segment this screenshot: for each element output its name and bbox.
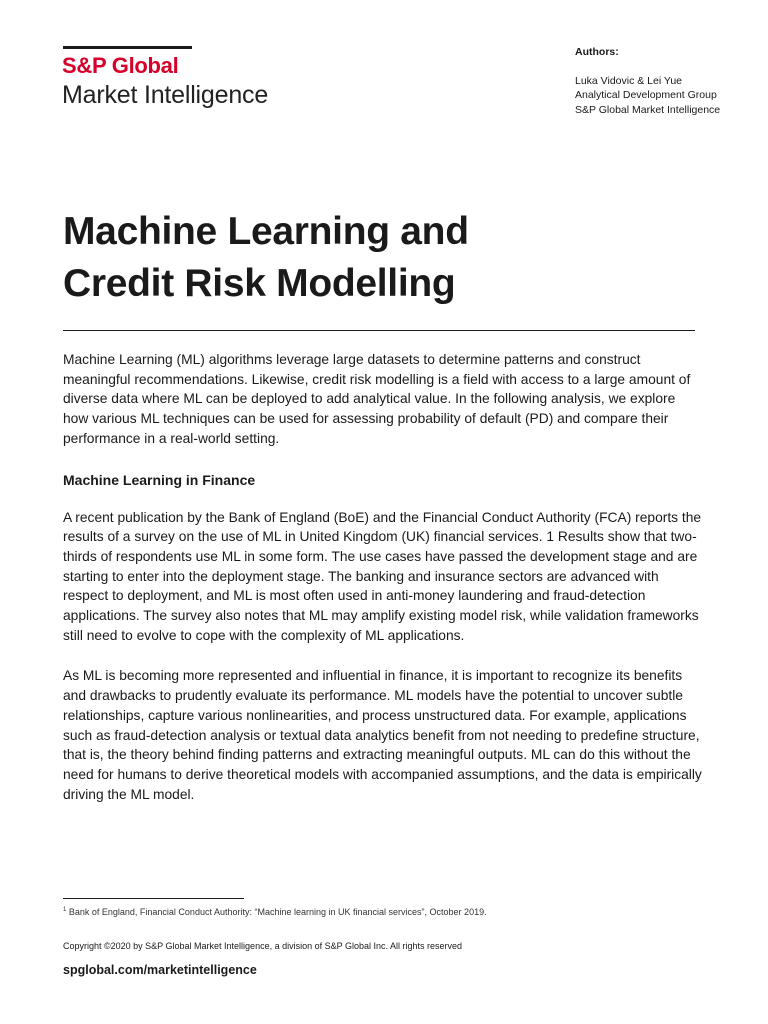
brand-logo: S&P Global bbox=[62, 53, 179, 78]
title-line-2: Credit Risk Modelling bbox=[63, 262, 456, 305]
main-content bbox=[63, 350, 703, 825]
brand-subtitle: Market Intelligence bbox=[62, 81, 269, 109]
footnote-text: Bank of England, Financial Conduct Authority: “Machine learning in UK financial services”, October 2019. bbox=[68, 907, 487, 917]
section-paragraph-2: As ML is becoming more represented and influential in finance, it is important to recognize its benefits and drawbacks to prudently evaluate its performance. ML models have the potential to uncover subtle relationships, capture various nonlinearities, and process unstructured data. For example, applications such as fraud-detection analysis or textual data analytics benefit from not needing to predefine structure, that is, the theory behind finding patterns and extracting meaningful outputs. ML can do this without the need for humans to derive theoretical models with accompanied assumptions, and the data is empirically driving the ML model. bbox=[63, 668, 702, 802]
author-group: Analytical Development Group bbox=[575, 89, 717, 101]
website-link[interactable]: spglobal.com/marketintelligence bbox=[63, 963, 257, 977]
footnote bbox=[63, 907, 487, 917]
page-title bbox=[63, 206, 703, 310]
section-paragraph-1: A recent publication by the Bank of England (BoE) and the Financial Conduct Authority (FCA) reports the results of a survey on the use of ML in United Kingdom (UK) financial services. 1 Results show that two-thirds of respondents use ML in some form. The use cases have passed the development stage and are starting to enter into the deployment stage. The banking and insurance sectors are advanced with respect to deployment, and ML is most often used in anti-money laundering and fraud-detection applications. The survey also notes that ML may amplify existing model risk, while validation frameworks still need to evolve to cope with the complexity of ML applications. bbox=[63, 509, 702, 643]
intro-paragraph: Machine Learning (ML) algorithms leverage large datasets to determine patterns and construct meaningful recommendations. Likewise, credit risk modelling is a field with access to a large amount of diverse data where ML can be deployed to add analytical value. In the following analysis, we explore how various ML techniques can be used for assessing probability of default (PD) and compare their performance in a real-world setting. bbox=[63, 352, 691, 446]
footnote-mark: 1 bbox=[63, 907, 67, 913]
title-divider bbox=[63, 330, 695, 331]
author-org: S&P Global Market Intelligence bbox=[575, 103, 721, 116]
title-line-1: Machine Learning and bbox=[63, 210, 469, 253]
authors-heading: Authors: bbox=[575, 46, 619, 58]
footnote-divider bbox=[63, 898, 244, 899]
logo-bar bbox=[63, 46, 192, 49]
copyright: Copyright ©2020 by S&P Global Market Intelligence, a division of S&P Global Inc. All rights reserved bbox=[63, 941, 463, 951]
section-heading: Machine Learning in Finance bbox=[63, 471, 256, 488]
author-names: Luka Vidovic & Lei Yue bbox=[575, 74, 683, 87]
authors-block bbox=[575, 45, 720, 117]
